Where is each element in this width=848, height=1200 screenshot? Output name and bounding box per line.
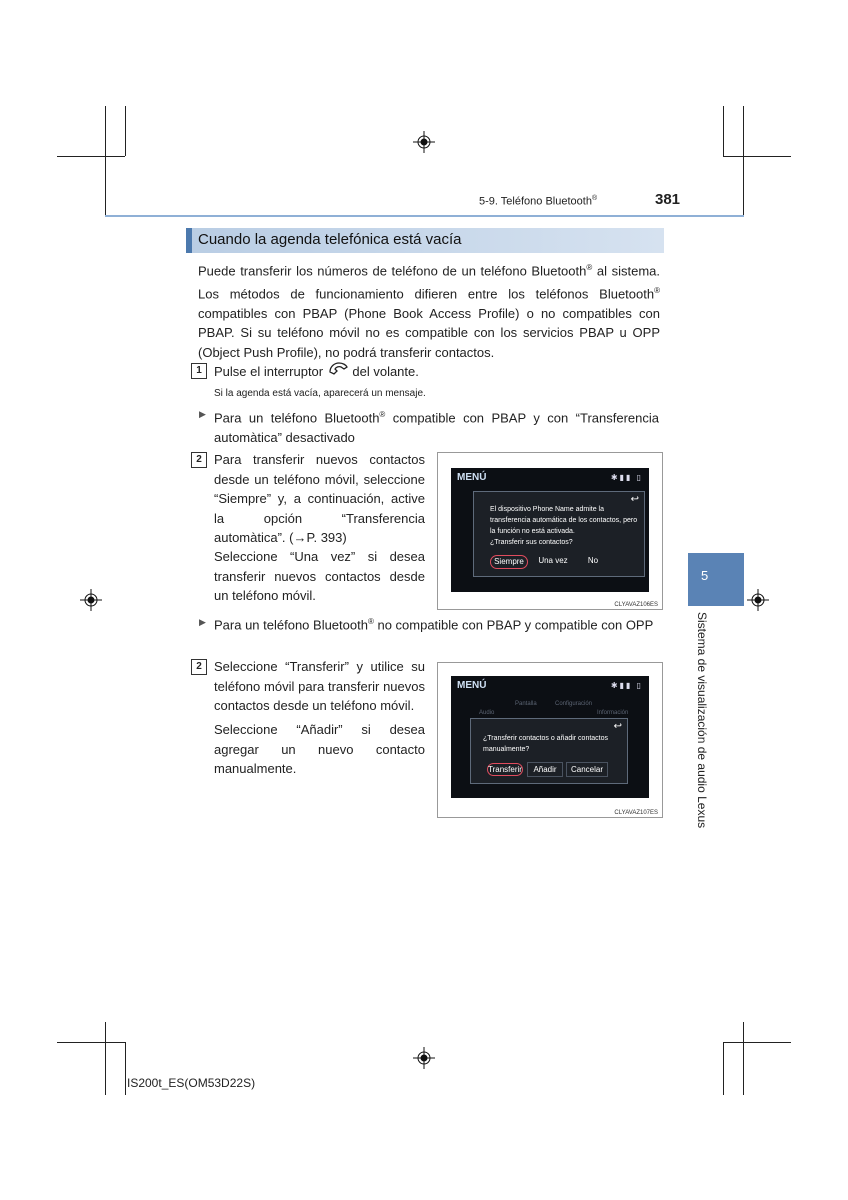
bullet-triangle-icon: ▶ [199,617,206,627]
background-tab-pantalla: Pantalla [515,701,537,707]
siempre-button[interactable]: Siempre [490,555,528,569]
crop-mark [57,156,125,157]
phone-handset-icon [327,361,349,377]
document-code: IS200t_ES(OM53D22S) [127,1076,256,1090]
step-number: 2 [191,452,207,468]
registration-mark-icon [413,131,435,153]
step-1-note: Si la agenda está vacía, aparecerá un mensaje. [214,388,426,399]
background-tab-configuracion: Configuración [555,701,593,707]
crop-mark [743,106,744,217]
crop-mark [57,1042,125,1043]
back-arrow-icon[interactable]: ↩ [613,721,622,732]
una-vez-button[interactable]: Una vez [538,556,568,565]
display-screen [451,468,649,592]
section-title-bar [186,228,664,253]
crop-mark [125,1042,126,1095]
intro-paragraph: Puede transferir los números de teléfono de un teléfono Bluetooth® al sistema. Los métodos de funcionamiento difieren entre los teléfonos Bluetooth® compatibles con PBAP (Phone Book Access Profile) o no compatibles con PBAP. Si su teléfono móvil no es compatible con los servicios PBAP u OPP (Object Push Profile), no podrá transferir contactos. [198,263,660,360]
status-icons: ✱▮▮ ▯ [610,473,643,482]
status-icons: ✱▮▮ ▯ [610,681,643,690]
section-title: Cuando la agenda telefónica está vacía [198,231,462,248]
registration-mark-icon [747,589,769,611]
chapter-number: 5 [701,568,709,583]
step-2b-text-2: Seleccione “Añadir” si desea agregar un nuevo contacto manualmente. [214,722,425,776]
page-number: 381 [655,191,681,208]
step-2a-text: Para transferir nuevos contactos desde un teléfono móvil, seleccione “Siempre” y, a continuación, active la opción “Transferencia automàtica”. (→P. 393) [214,452,425,545]
step-2b-text: Seleccione “Transferir” y utilice su teléfono móvil para transferir nuevos contactos desde un teléfono móvil. [214,659,425,713]
header-rule [105,215,744,217]
crop-mark [125,106,126,156]
case-2-text: Para un teléfono Bluetooth® no compatible con PBAP y compatible con OPP [214,617,654,633]
back-arrow-icon[interactable]: ↩ [630,494,639,505]
crop-mark [723,156,791,157]
case-1-text: Para un teléfono Bluetooth® compatible con PBAP y con “Transferencia automàtica” desactivado [214,410,659,445]
no-button[interactable]: No [587,556,599,565]
step-2a-text-2: Seleccione “Una vez” si desea transferir nuevos contactos desde un teléfono móvil. [214,549,425,603]
crop-mark [723,106,724,156]
figure-caption: CLYAVAZ106ES [614,602,658,608]
background-tab-audio: Audio [479,710,495,716]
background-tab-informacion: Información [597,710,629,716]
crop-mark [723,1042,791,1043]
crop-mark [743,1022,744,1095]
menu-title: MENÚ [457,680,487,691]
anadir-button[interactable]: Añadir [527,762,563,777]
crop-mark [105,1022,106,1095]
display-screen [451,676,649,798]
bullet-triangle-icon: ▶ [199,409,206,419]
chapter-title-vertical: Sistema de visualización de audio Lexus [695,612,709,829]
cancelar-button[interactable]: Cancelar [566,762,608,777]
crop-mark [105,106,106,217]
figure-caption: CLYAVAZ107ES [614,810,658,816]
transferir-button[interactable]: Transferir [488,765,522,774]
registration-mark-icon [413,1047,435,1069]
dialog-message: El dispositivo Phone Name admite la transferencia automática de los contactos, pero la función no está activada. ¿Transferir sus contactos? [490,506,638,546]
dialog-box [473,491,645,577]
screenshot-figure-1 [437,452,663,610]
section-marker [186,228,192,253]
menu-title: MENÚ [457,472,487,483]
chapter-tab [688,553,744,606]
crop-mark [723,1042,724,1095]
dialog-box [470,718,628,784]
registration-mark-icon [80,589,102,611]
step-number: 1 [191,363,207,379]
running-header-section: 5-9. Teléfono Bluetooth® [479,195,598,208]
screenshot-figure-2 [437,662,663,818]
dialog-message: ¿Transferir contactos o añadir contactos manualmente? [483,735,609,753]
step-number: 2 [191,659,207,675]
step-1-text: Pulse el interruptor del volante. [214,361,419,382]
